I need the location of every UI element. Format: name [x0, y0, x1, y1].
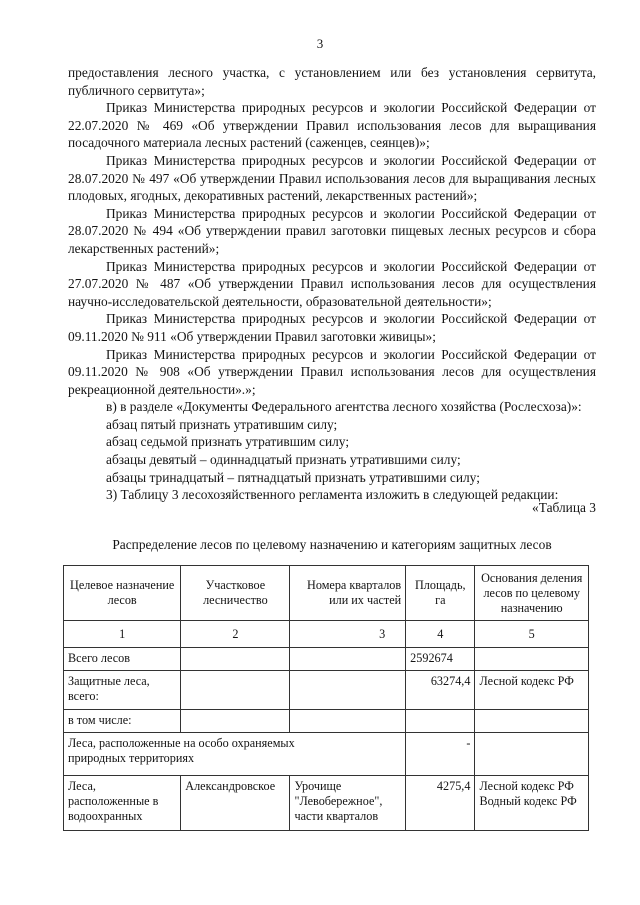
table-cell [406, 710, 475, 733]
header-cell: Площадь, га [406, 566, 475, 621]
table-row [64, 710, 589, 733]
paragraph: Приказ Министерства природных ресурсов и экологии Российской Федерации от 28.07.2020 № 497 «Об утверждении Правил использования лесов для выращивания лесных плодовых, ягодных, декоративных растений, лекарственных растений»; [68, 152, 596, 204]
area-value: - [406, 733, 475, 776]
list-item: 3) Таблицу 3 лесохозяйственного регламента изложить в следующей редакции: [106, 487, 559, 503]
basis-line: Водный кодекс РФ [479, 794, 577, 808]
table-header-row [64, 566, 589, 621]
paragraph: Приказ Министерства природных ресурсов и экологии Российской Федерации от 28.07.2020 № 494 «Об утверждении правил заготовки пищевых лесных ресурсов и сбора лекарственных растений»; [68, 205, 596, 256]
row-label: Леса, расположенные в водоохранных [64, 776, 181, 831]
header-cell: Целевое назначение лесов [64, 566, 181, 621]
paragraph: Приказ Министерства природных ресурсов и экологии Российской Федерации от 27.07.2020 № 487 «Об утверждении Правил использования лесов для осуществления научно-исследовательской деятельности, образовательной деятельности»; [68, 258, 596, 309]
list-item: абзац пятый признать утратившим силу; [106, 416, 338, 432]
area-value: 2592674 [406, 648, 475, 671]
basis-line: Лесной кодекс РФ [479, 779, 574, 793]
row-label: Леса, расположенные на особо охраняемых природных территориях [64, 733, 406, 776]
paragraph: предоставления лесного участка, с установлением или без установления сервитута, публичного сервитута»; [68, 65, 596, 98]
column-number: 4 [406, 621, 475, 648]
paragraph: Приказ Министерства природных ресурсов и экологии Российской Федерации от 09.11.2020 № 908 «Об утверждении Правил использования лесов для осуществления рекреационной деятельности».»; [68, 346, 596, 397]
body-text [68, 64, 596, 504]
row-label: в том числе: [64, 710, 181, 733]
table-cell [290, 710, 406, 733]
header-cell: Основания деления лесов по целевому назначению [475, 566, 589, 621]
table-cell [475, 648, 589, 671]
list-item: абзацы девятый – одиннадцатый признать утратившими силу; [106, 452, 461, 468]
column-number: 3 [290, 621, 406, 648]
paragraph: в) в разделе «Документы Федерального агентства лесного хозяйства (Рослесхоза)»: [106, 399, 582, 415]
area-value: 4275,4 [406, 776, 475, 831]
table-label: «Таблица 3 [532, 500, 596, 515]
basis-cell: Лесной кодекс РФ [475, 671, 589, 710]
table-row [64, 776, 589, 831]
list-item: абзац седьмой признать утратившим силу; [106, 434, 350, 450]
table-cell [181, 710, 290, 733]
list-item: абзацы тринадцатый – пятнадцатый признать утратившими силу; [106, 469, 480, 485]
row-label: Всего лесов [64, 648, 181, 671]
table-title: Распределение лесов по целевому назначению и категориям защитных лесов [112, 537, 552, 552]
table-row [64, 671, 589, 710]
column-number: 1 [64, 621, 181, 648]
table-cell [290, 671, 406, 710]
table-row [64, 733, 589, 776]
paragraph: Приказ Министерства природных ресурсов и экологии Российской Федерации от 22.07.2020 № 469 «Об утверждении Правил использования лесов для выращивания посадочного материала лесных растений (саженцев, сеянцев)»; [68, 100, 596, 151]
table-cell [475, 733, 589, 776]
table-row [64, 648, 589, 671]
paragraph: Приказ Министерства природных ресурсов и экологии Российской Федерации от 09.11.2020 № 911 «Об утверждении Правил заготовки живицы»; [68, 311, 596, 344]
page-number: 3 [316, 36, 324, 51]
row-label: Защитные леса, всего: [64, 671, 181, 710]
column-number: 2 [181, 621, 290, 648]
column-number: 5 [475, 621, 589, 648]
column-number-row [64, 621, 589, 648]
table-cell [181, 671, 290, 710]
basis-cell [475, 776, 589, 831]
table-cell [290, 648, 406, 671]
table-cell [475, 710, 589, 733]
area-value: 63274,4 [406, 671, 475, 710]
quarters-cell: Урочище "Левобережное", части кварталов [290, 776, 406, 831]
header-cell: Участковое лесничество [181, 566, 290, 621]
forestry-cell: Александровское [181, 776, 290, 831]
header-cell: Номера кварталов или их частей [290, 566, 406, 621]
table-cell [181, 648, 290, 671]
forest-distribution-table [63, 565, 589, 831]
